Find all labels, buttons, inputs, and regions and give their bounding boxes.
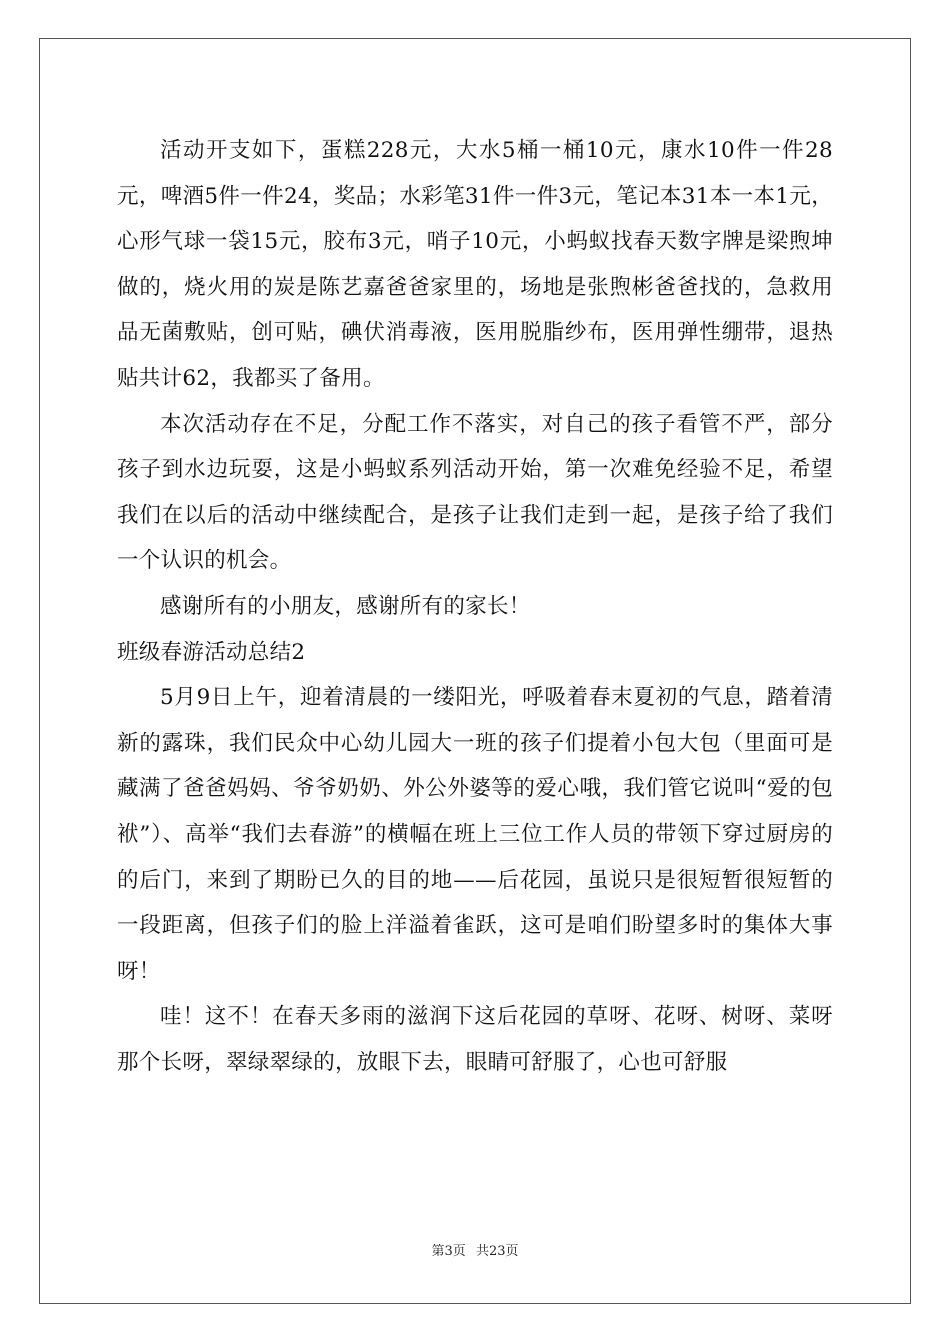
- page-number: 第3页: [431, 1244, 466, 1259]
- page-total: 共23页: [475, 1244, 519, 1259]
- section-heading: 班级春游活动总结2: [117, 639, 306, 665]
- paragraph-shortcomings: 本次活动存在不足，分配工作不落实，对自己的孩子看管不严，部分孩子到水边玩耍，这是小蚂蚁系列活动开始，第一次难免经验不足，希望我们在以后的活动中继续配合，是孩子让我们走到一起，是孩子给了我们一个认识的机会。: [117, 411, 833, 574]
- page-footer: [0, 1240, 950, 1259]
- paragraph-thanks: 感谢所有的小朋友，感谢所有的家长！: [160, 593, 531, 619]
- paragraph-garden: 哇！这不！在春天多雨的滋润下这后花园的草呀、花呀、树呀、菜呀那个长呀，翠绿翠绿的，放眼下去，眼睛可舒服了，心也可舒服: [117, 1004, 833, 1075]
- document-body: [117, 128, 833, 1085]
- paragraph-may-ninth: 5月9日上午，迎着清晨的一缕阳光，呼吸着春末夏初的气息，踏着清新的露珠，我们民众中心幼儿园大一班的孩子们提着小包大包（里面可是藏满了爸爸妈妈、爷爷奶奶、外公外婆等的爱心哦，我们管它说叫“爱的包袱”）、高举“我们去春游”的横幅在班上三位工作人员的带领下穿过厨房的的后门，来到了期盼已久的目的地——后花园，虽说只是很短暂很短暂的一段距离，但孩子们的脸上洋溢着雀跃，这可是咱们盼望多时的集体大事呀！: [117, 685, 833, 984]
- paragraph-expenses: 活动开支如下，蛋糕228元，大水5桶一桶10元，康水10件一件28元，啤酒5件一件24，奖品；水彩笔31件一件3元，笔记本31本一本1元，心形气球一袋15元，胶布3元，哨子10元，小蚂蚁找春天数字牌是梁煦坤做的，烧火用的炭是陈艺嘉爸爸家里的，场地是张煦彬爸爸找的，急救用品无菌敷贴，创可贴，碘伏消毒液，医用脱脂纱布，医用弹性绷带，退热贴共计62，我都买了备用。: [117, 138, 833, 391]
